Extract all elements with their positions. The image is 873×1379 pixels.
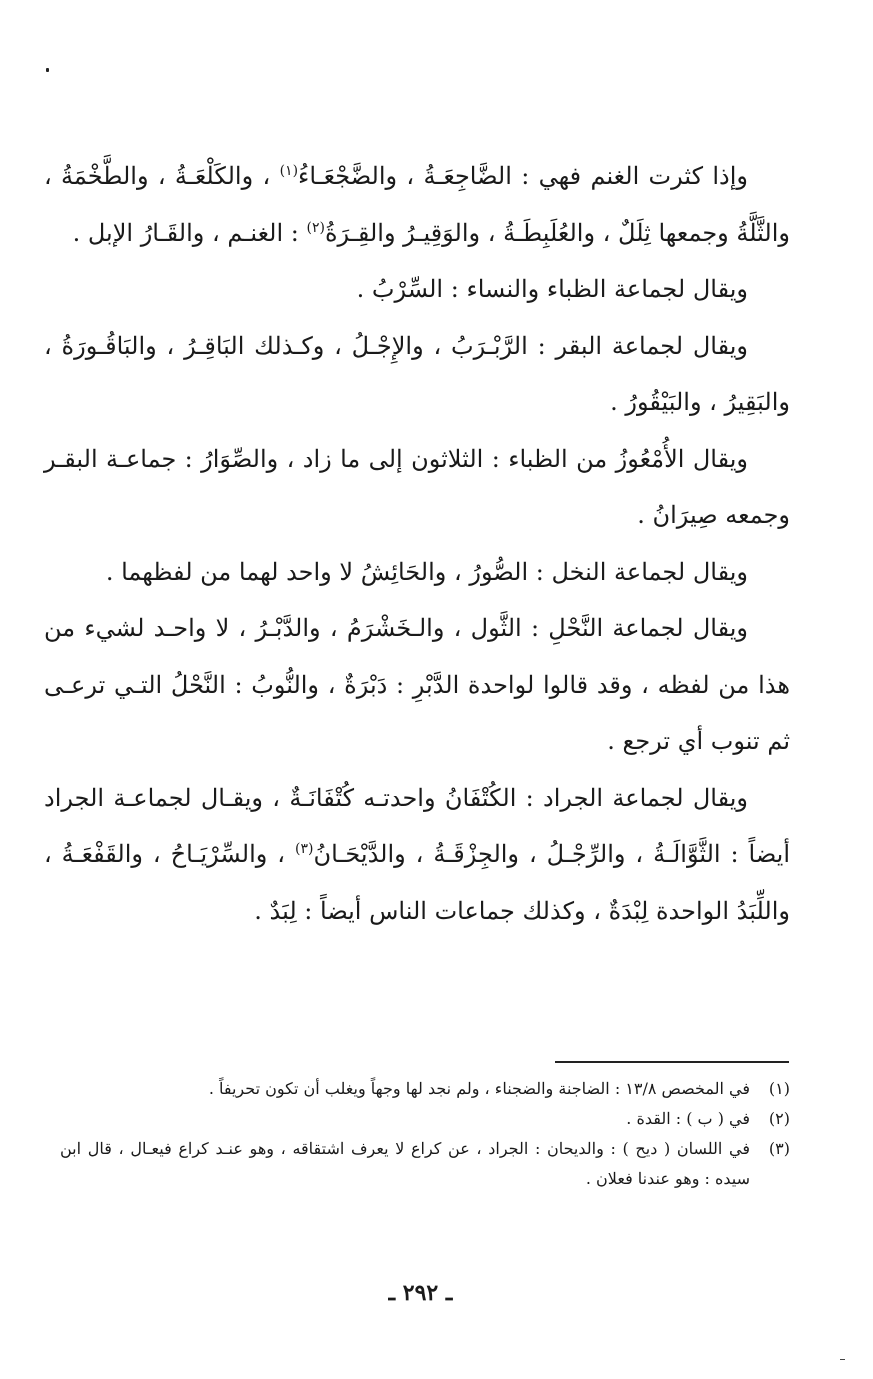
footnote-marker-1[interactable]: (١) bbox=[279, 163, 299, 179]
paragraph-text: وإذا كثرت الغنم فهي : الضَّاجِعَـةُ ، والضَّجْعَـاءُ bbox=[298, 162, 748, 190]
footnote-marker-2[interactable]: (٢) bbox=[306, 219, 325, 236]
footnote-marker-3[interactable]: (٣) bbox=[294, 841, 314, 857]
main-text bbox=[44, 148, 790, 939]
footnote-2 bbox=[60, 1104, 790, 1134]
footnote-number: (٣) bbox=[768, 1139, 790, 1158]
paragraph-text-end: : الغنـم ، والقَـارُ الإبل . bbox=[72, 218, 299, 247]
stray-ink-mark bbox=[840, 1359, 845, 1360]
footnotes bbox=[60, 1074, 790, 1194]
footnote-number: (٢) bbox=[768, 1109, 790, 1128]
page-number: ـ ٢٩٢ ـ bbox=[388, 1280, 453, 1306]
paragraph-palms: ويقال لجماعة النخل : الصُّورُ ، والحَائِشُ لا واحد لهما من لفظهما . bbox=[105, 557, 748, 586]
paragraph-sheep bbox=[44, 148, 790, 261]
paragraph-cattle: ويقال لجماعة البقر : الرَّبْـرَبُ ، والإِجْـلُ ، وكـذلك البَاقِـرُ ، والبَاقُـورَةُ ، والبَقِيرُ ، والبَيْقُورُ . bbox=[44, 331, 790, 416]
paragraph-locusts bbox=[44, 770, 790, 940]
footnote-text: في المخصص ١٣/٨ : الضاجنة والضجناء ، ولم نجد لها وجهاً ويغلب أن تكون تحريفاً . bbox=[208, 1079, 750, 1098]
stray-ink-dot bbox=[46, 68, 49, 72]
paragraph-gazelles: ويقال لجماعة الظباء والنساء : السِّرْبُ . bbox=[356, 275, 748, 303]
paragraph-umuz: ويقال الأُمْعُوزُ من الظباء : الثلاثون إلى ما زاد ، والصِّوَارُ : جماعـة البقـر وجمعه صِيرَانُ . bbox=[44, 444, 790, 529]
footnote-number: (١) bbox=[768, 1079, 790, 1098]
paragraph-bees: ويقال لجماعة النَّحْلِ : الثَّول ، والـخَشْرَمُ ، والدَّبْـرُ ، لا واحـد لشيء من هذا من لفظه ، وقد قالوا لواحدة الدَّبْرِ : دَبْرَةٌ ، والنُّوبُ : النَّحْلُ التـي ترعـى ثم تنوب أي ترجع . bbox=[44, 614, 790, 755]
paragraph-text-cont: ، والكَلْعَـةُ ، والطَّخْمَةُ ، والثَّلَّةُ وجمعها ثِلَلٌ ، والعُلَبِطَـةُ ، والوَقِيـرُ والقِـرَةُ bbox=[44, 162, 790, 247]
paragraph-text-end: ، والسِّرْيَـاحُ ، والقَفْعَـةُ ، واللِّبَدُ الواحدة لِبْدَةٌ ، وكذلك جماعات الناس أيضاً : لِبَدٌ . bbox=[44, 840, 790, 925]
footnote-3 bbox=[60, 1134, 790, 1194]
footnote-1 bbox=[60, 1074, 790, 1104]
footnote-separator bbox=[555, 1061, 789, 1063]
footnote-text: في ( ب ) : القدة . bbox=[626, 1109, 750, 1128]
paragraph-text: ويقال لجماعة الجراد : الكُتْفَانُ واحدتـه كُتْفَانَـةٌ ، ويقـال لجماعـة الجراد أيضاً : الثَّوَّالَـةُ ، والرِّجْـلُ ، والجِزْقَـةُ ، والدَّيْحَـانُ bbox=[44, 783, 790, 868]
footnote-text: في اللسان ( ديح ) : والديحان : الجراد ، عن كراع لا يعرف اشتقاقه ، وهو عنـد كراع فيعـال ، قال ابن سيده : وهو عندنا فعلان . bbox=[60, 1139, 750, 1188]
